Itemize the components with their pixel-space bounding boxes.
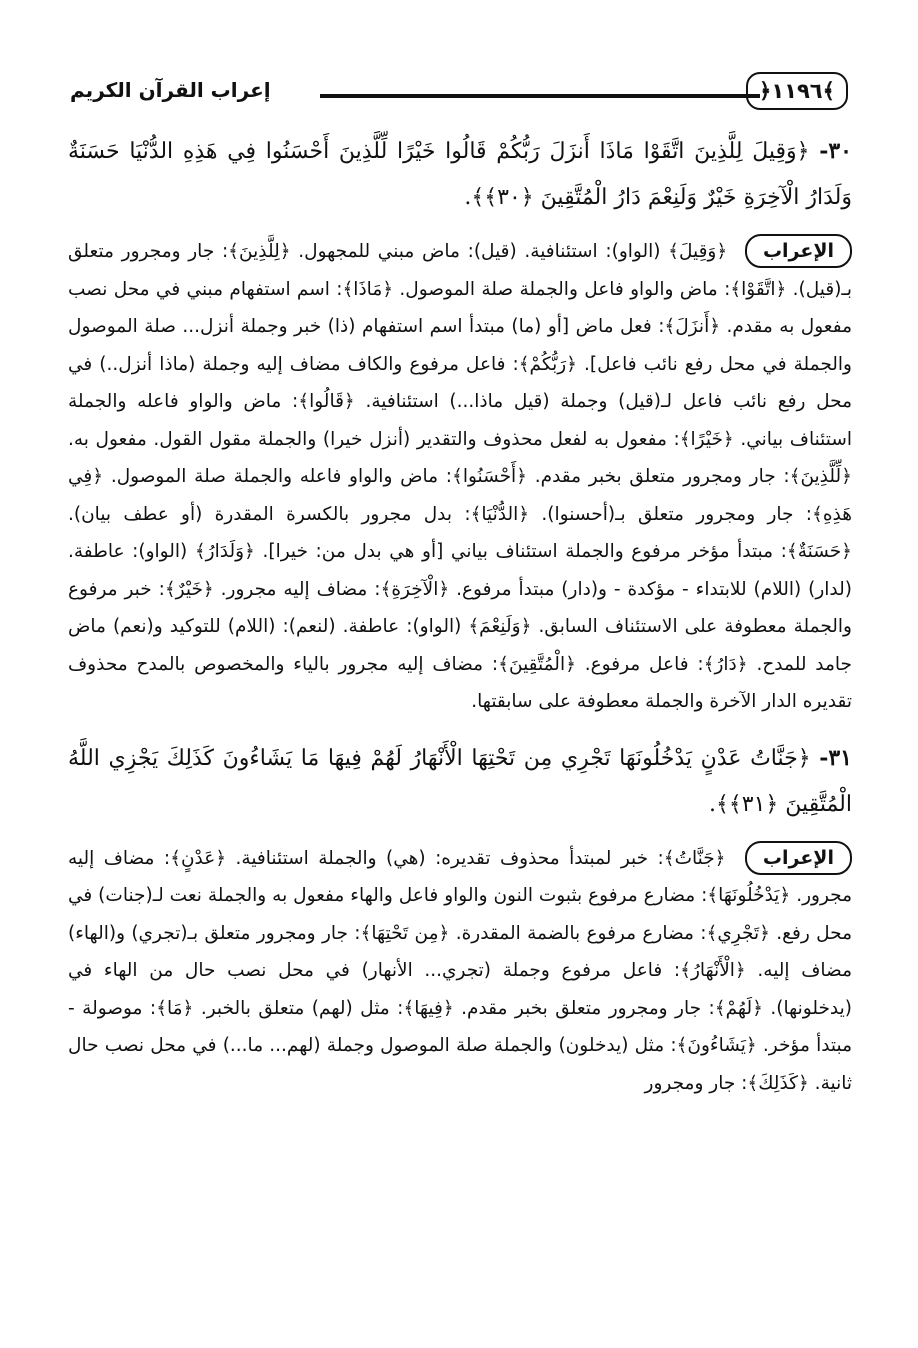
irab-label: الإعراب — [745, 234, 852, 268]
irab-text: ﴿وَقِيلَ﴾ (الواو): استئنافية. (قيل): ماض مبني للمجهول. ﴿لِلَّذِينَ﴾: جار ومجرور متعلق بـ(قيل). ﴿اتَّقَوْا﴾: ماض والواو فاعل والجملة صلة الموصول. ﴿مَاذَا﴾: اسم استفهام مبني في محل نصب مفعول به مقدم. ﴿أَنزَلَ﴾: فعل ماض [أو (ما) مبتدأ اسم استفهام (ذا) خبر وجملة أنزل... صلة الموصول والجملة في محل رفع نائب فاعل]. ﴿رَبُّكُمْ﴾: فاعل مرفوع والكاف مضاف إليه وجملة (ماذا أنزل..) في محل رفع نائب فاعل لـ(قيل) وجملة (قيل ماذا...) استئنافية. ﴿قَالُوا﴾: ماض والواو فاعله والجملة استئناف بياني. ﴿خَيْرًا﴾: مفعول به لفعل محذوف والتقدير (أنزل خيرا) والجملة مقول القول. مفعول به. ﴿لِّلَّذِينَ﴾: جار ومجرور متعلق بخبر مقدم. ﴿أَحْسَنُوا﴾: ماض والواو فاعله والجملة صلة الموصول. ﴿فِي هَذِهِ﴾: جار ومجرور متعلق بـ(أحسنوا). ﴿الدُّنْيَا﴾: بدل مجرور بالكسرة المقدرة (أو عطف بيان). ﴿حَسَنَةٌ﴾: مبتدأ مؤخر مرفوع والجملة استئناف بياني [أو هي بدل من: خيرا]. ﴿وَلَدَارُ﴾ (الواو): عاطفة. (لدار) (اللام) للابتداء - مؤكدة - و(دار) مبتدأ مرفوع. ﴿الْآخِرَةِ﴾: مضاف إليه مجرور. ﴿خَيْرٌ﴾: خبر مرفوع والجملة معطوفة على الاستئناف السابق. ﴿وَلَنِعْمَ﴾ (الواو): عاطفة. (لنعم): (اللام) للتوكيد و(نعم) ماض جامد للمدح. ﴿دَارُ﴾: فاعل مرفوع. ﴿الْمُتَّقِينَ﴾: مضاف إليه مجرور بالياء والمخصوص بالمدح محذوف تقديره الدار الآخرة والجملة معطوفة على سابقتها. — [68, 241, 852, 712]
verse-number: ٣٠- — [819, 138, 852, 164]
spacer — [68, 828, 852, 840]
irab-text: ﴿جَنَّاتُ﴾: خبر لمبتدأ محذوف تقديره: (هي) والجملة استئنافية. ﴿عَدْنٍ﴾: مضاف إليه مجرور. ﴿يَدْخُلُونَهَا﴾: مضارع مرفوع بثبوت النون والواو فاعل والهاء مفعول به والجملة نعت لـ(جنات) في محل رفع. ﴿تَجْرِي﴾: مضارع مرفوع بالضمة المقدرة. ﴿مِن تَحْتِهَا﴾: جار ومجرور متعلق بـ(تجري) و(الهاء) مضاف إليه. ﴿الْأَنْهَارُ﴾: فاعل مرفوع وجملة (تجري... الأنهار) في محل نصب حال من الهاء في (يدخلونها). ﴿لَهُمْ﴾: جار ومجرور متعلق بخبر مقدم. ﴿فِيهَا﴾: مثل (لهم) متعلق بالخبر. ﴿مَا﴾: موصولة - مبتدأ مؤخر. ﴿يَشَاءُونَ﴾: مثل (يدخلون) والجملة صلة الموصول وجملة (لهم... ما...) في محل نصب حال ثانية. ﴿كَذَلِكَ﴾: جار ومجرور — [68, 847, 852, 1094]
page-number: ﴿١١٩٦﴾ — [746, 72, 848, 110]
header-rule — [320, 94, 760, 98]
book-title: إعراب القرآن الكريم — [70, 78, 271, 102]
verse-text: ﴿جَنَّاتُ عَدْنٍ يَدْخُلُونَهَا تَجْرِي مِن تَحْتِهَا الْأَنْهَارُ لَهُمْ فِيهَا مَا يَشَاءُونَ كَذَلِكَ يَجْزِي اللَّهُ الْمُتَّقِينَ ﴿٣١﴾﴾. — [68, 745, 852, 817]
spacer — [68, 721, 852, 735]
irab-section-31 — [68, 840, 852, 1103]
irab-section-30 — [68, 233, 852, 721]
page-header — [70, 72, 848, 112]
page-body — [68, 128, 852, 1102]
irab-label: الإعراب — [745, 841, 852, 875]
verse-number: ٣١- — [819, 744, 852, 771]
spacer — [68, 221, 852, 233]
verse-text: ﴿وَقِيلَ لِلَّذِينَ اتَّقَوْا مَاذَا أَنزَلَ رَبُّكُمْ قَالُوا خَيْرًا لِّلَّذِينَ أَحْسَنُوا فِي هَذِهِ الدُّنْيَا حَسَنَةٌ وَلَدَارُ الْآخِرَةِ خَيْرٌ وَلَنِعْمَ دَارُ الْمُتَّقِينَ ﴿٣٠﴾﴾. — [68, 139, 852, 210]
verse-31 — [68, 735, 852, 828]
verse-30 — [68, 128, 852, 221]
